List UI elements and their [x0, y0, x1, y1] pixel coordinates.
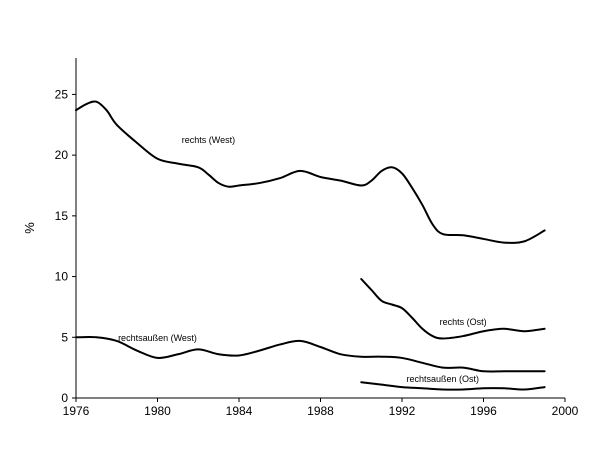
x-ticks — [63, 398, 579, 418]
x-tick-label: 2000 — [551, 404, 579, 418]
series-line-1 — [76, 101, 545, 242]
x-tick-label: 1988 — [307, 404, 334, 418]
y-tick-label: 10 — [54, 269, 68, 284]
y-tick-label: 5 — [61, 330, 68, 345]
y-axis-title: % — [22, 222, 37, 234]
x-tick-label: 1992 — [388, 404, 416, 418]
x-tick-label: 1984 — [225, 404, 253, 418]
y-ticks — [55, 87, 76, 405]
y-tick-label: 15 — [54, 208, 68, 223]
series-label-4: rechtsaußen (Ost) — [406, 374, 480, 385]
x-tick-label: 1996 — [470, 404, 497, 418]
x-tick-label: 1980 — [144, 404, 171, 418]
series-label-2: rechts (Ost) — [439, 317, 487, 328]
x-tick-label: 1976 — [62, 404, 90, 418]
series-line-2 — [361, 279, 544, 339]
series-label-3: rechtsaußen (West) — [118, 332, 197, 343]
series-label-1: rechts (West) — [181, 135, 236, 145]
annotation-group — [118, 135, 487, 384]
y-tick-label: 25 — [54, 87, 68, 102]
y-tick-label: 20 — [54, 148, 68, 163]
y-tick-label: 0 — [61, 391, 68, 405]
series-group — [76, 101, 545, 389]
